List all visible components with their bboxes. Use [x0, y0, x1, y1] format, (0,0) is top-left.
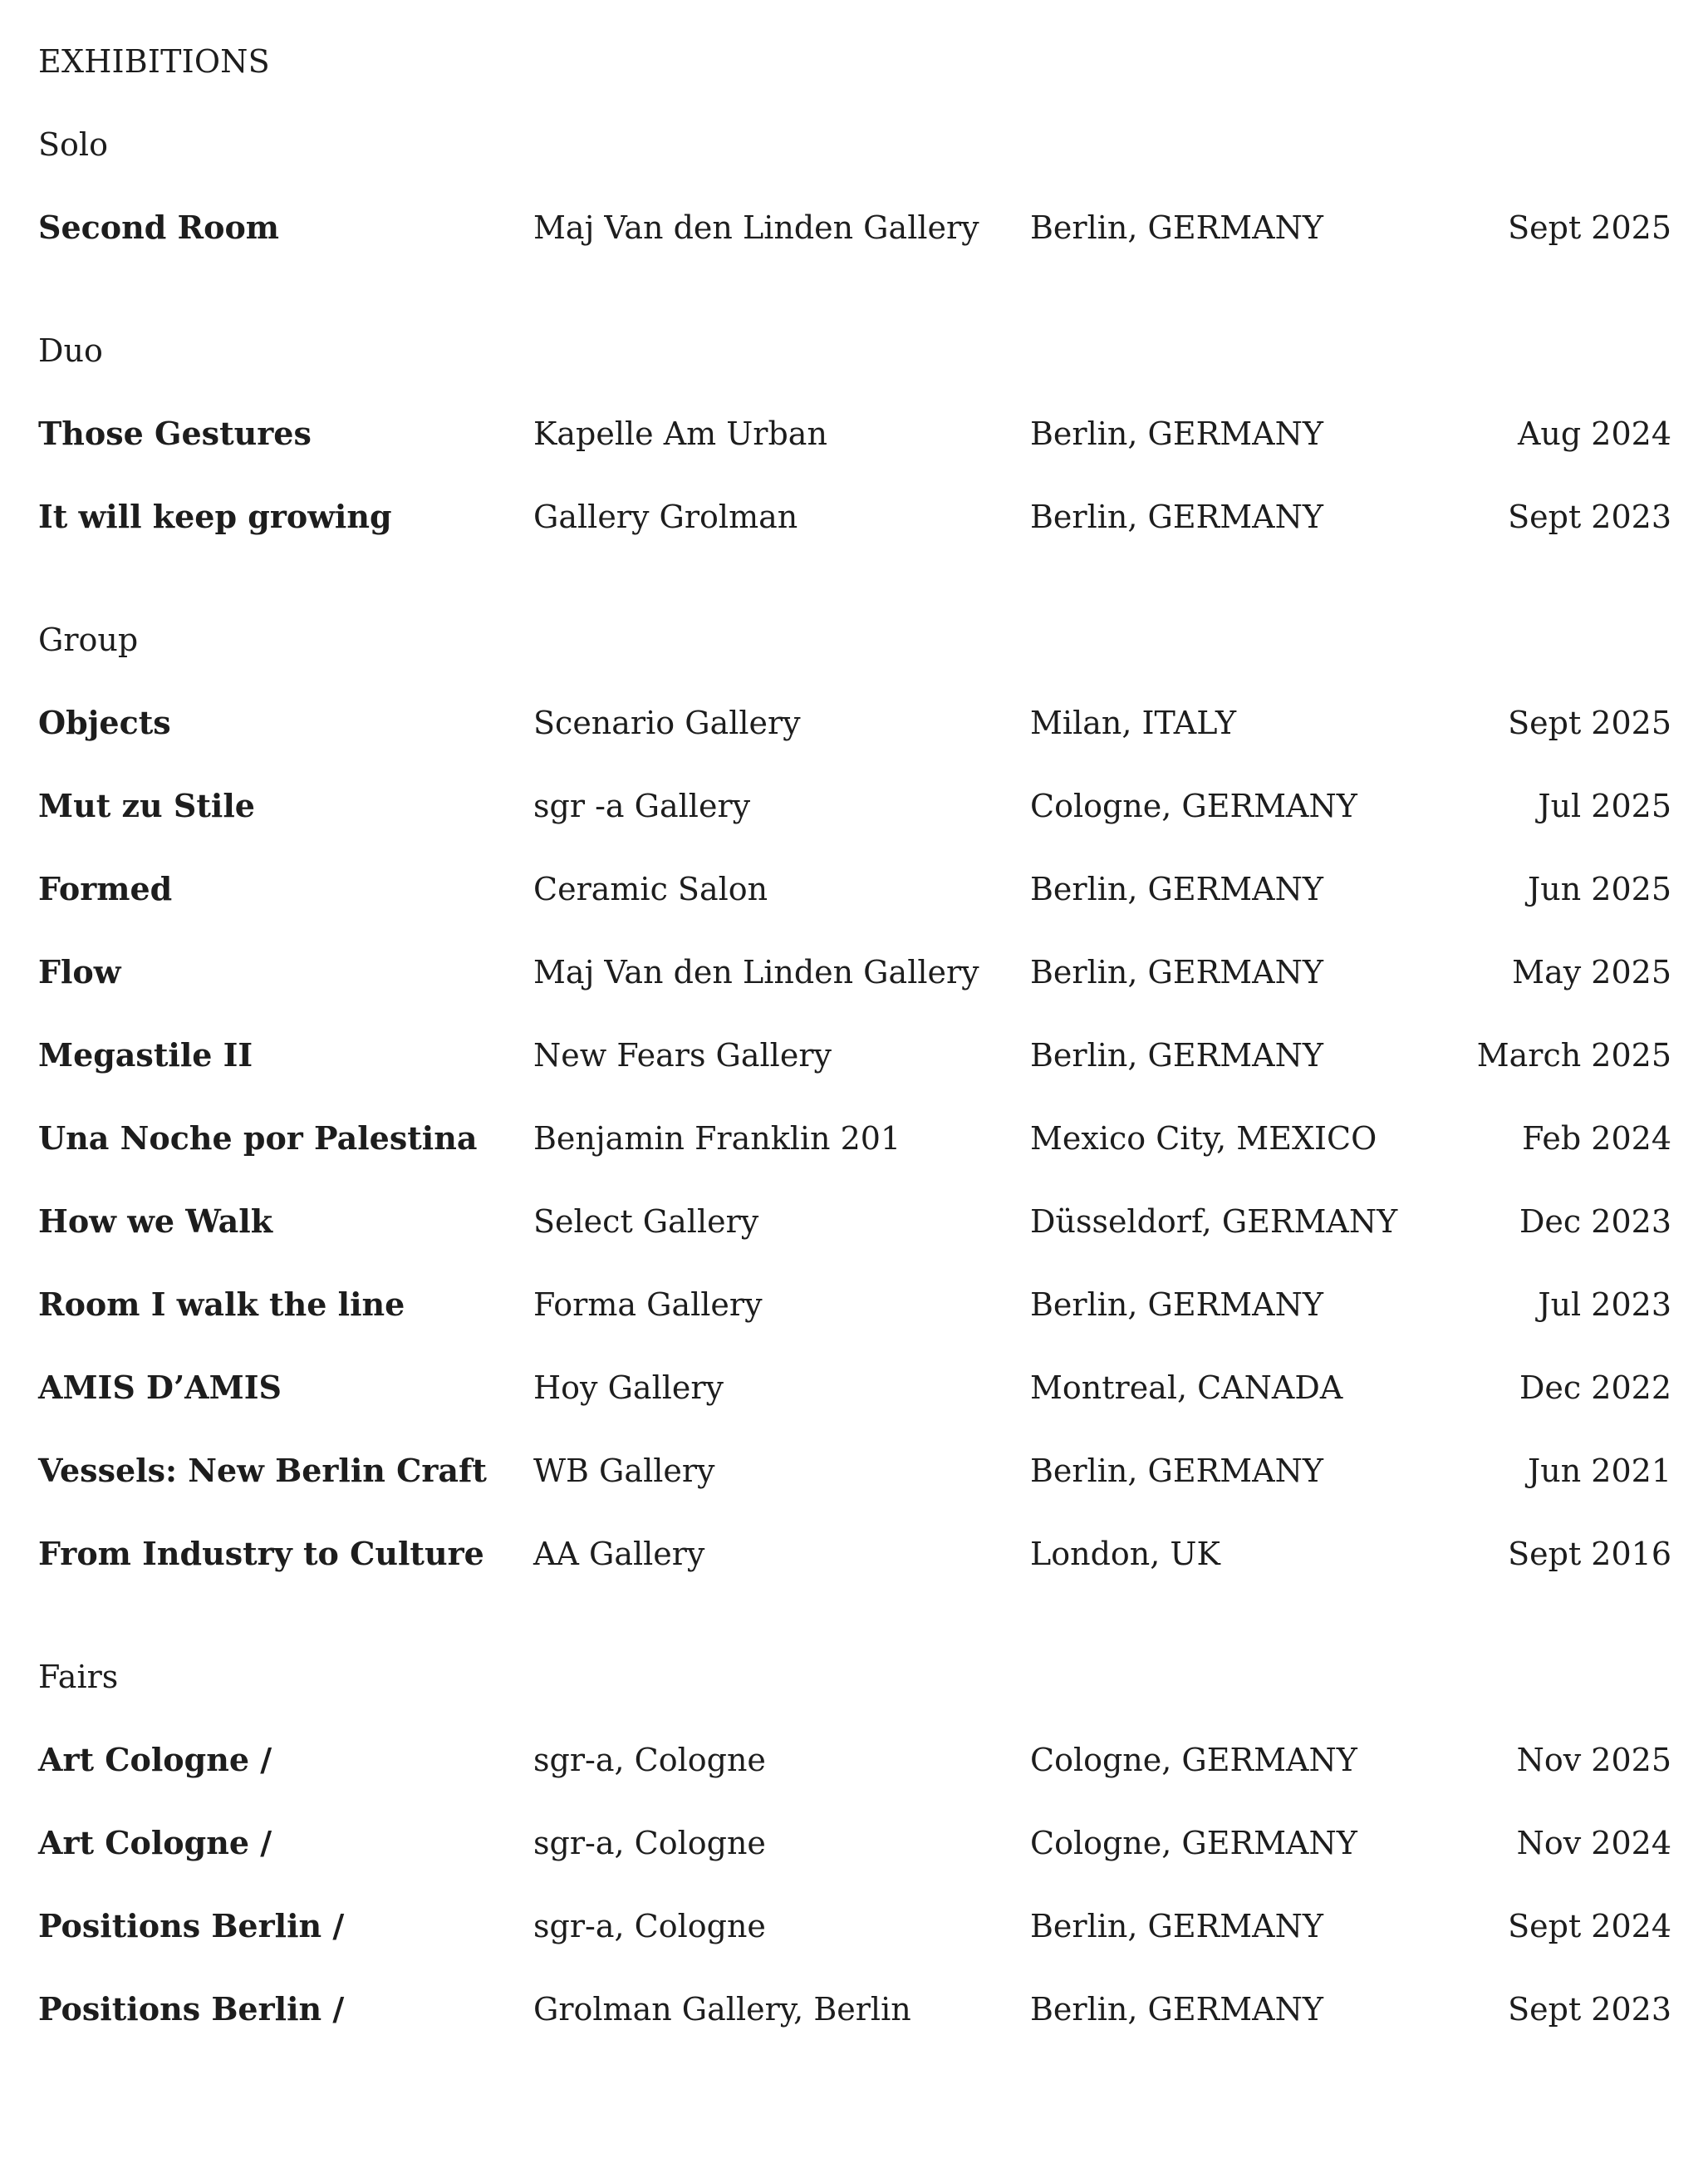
section-label: Solo: [38, 126, 108, 163]
exhibition-row: [38, 1820, 1671, 1866]
exhibition-venue: Gallery Grolman: [533, 499, 798, 535]
exhibition-venue: sgr-a, Cologne: [533, 1908, 766, 1944]
exhibition-location: Düsseldorf, GERMANY: [1030, 1203, 1398, 1240]
exhibition-venue: Hoy Gallery: [533, 1369, 724, 1406]
exhibition-row: [38, 1903, 1671, 1949]
exhibition-row: [38, 494, 1671, 540]
exhibition-title: It will keep growing: [38, 498, 392, 535]
exhibition-title: Vessels: New Berlin Craft: [38, 1452, 487, 1489]
exhibition-location: Cologne, GERMANY: [1030, 788, 1357, 824]
exhibition-row: [38, 949, 1671, 995]
section-fairs: [38, 1654, 1671, 2033]
exhibition-location: Mexico City, MEXICO: [1030, 1120, 1377, 1157]
exhibition-venue: sgr -a Gallery: [533, 788, 751, 824]
exhibition-venue: Ceramic Salon: [533, 871, 768, 907]
exhibition-location: Berlin, GERMANY: [1030, 1037, 1323, 1074]
exhibition-date: March 2025: [1476, 1037, 1671, 1074]
exhibition-location: Berlin, GERMANY: [1030, 209, 1323, 246]
exhibition-list: [38, 204, 1671, 251]
exhibition-date: Sept 2016: [1508, 1536, 1671, 1572]
exhibition-location: Berlin, GERMANY: [1030, 1453, 1323, 1489]
exhibition-row: [38, 783, 1671, 829]
exhibition-date: Sept 2025: [1508, 209, 1671, 246]
section-label: Fairs: [38, 1659, 119, 1695]
section-group: [38, 617, 1671, 1577]
exhibition-location: Cologne, GERMANY: [1030, 1825, 1357, 1861]
exhibition-date: Aug 2024: [1517, 415, 1671, 452]
exhibition-venue: AA Gallery: [533, 1536, 705, 1572]
exhibitions-page: [38, 38, 1671, 2033]
exhibition-venue: New Fears Gallery: [533, 1037, 832, 1074]
exhibition-row: [38, 1986, 1671, 2033]
exhibition-venue: sgr-a, Cologne: [533, 1742, 766, 1778]
exhibition-title: From Industry to Culture: [38, 1535, 484, 1572]
exhibition-venue: Benjamin Franklin 201: [533, 1120, 901, 1157]
exhibition-date: Nov 2024: [1516, 1825, 1671, 1861]
section-duo: [38, 327, 1671, 540]
exhibition-title: AMIS D’AMIS: [38, 1369, 282, 1406]
exhibition-venue: Select Gallery: [533, 1203, 759, 1240]
exhibition-venue: sgr-a, Cologne: [533, 1825, 766, 1861]
exhibition-title: Room I walk the line: [38, 1285, 405, 1323]
exhibition-title: How we Walk: [38, 1202, 273, 1240]
exhibition-location: Berlin, GERMANY: [1030, 1908, 1323, 1944]
exhibition-title: Positions Berlin /: [38, 1990, 345, 2028]
exhibition-sections: [38, 121, 1671, 2033]
exhibition-list: [38, 410, 1671, 540]
exhibition-title: Flow: [38, 953, 121, 991]
exhibition-list: [38, 700, 1671, 1577]
exhibition-date: Feb 2024: [1522, 1120, 1671, 1157]
exhibition-location: Berlin, GERMANY: [1030, 1991, 1323, 2028]
page-title: EXHIBITIONS: [38, 43, 270, 80]
exhibition-venue: Maj Van den Linden Gallery: [533, 209, 979, 246]
section-label: Group: [38, 622, 139, 658]
exhibition-row: [38, 204, 1671, 251]
exhibition-location: Berlin, GERMANY: [1030, 415, 1323, 452]
exhibition-title: Art Cologne /: [38, 1824, 272, 1861]
exhibition-row: [38, 866, 1671, 912]
exhibition-row: [38, 1198, 1671, 1245]
exhibition-row: [38, 1281, 1671, 1328]
exhibition-location: Berlin, GERMANY: [1030, 954, 1323, 991]
exhibition-title: Una Noche por Palestina: [38, 1119, 478, 1157]
exhibition-title: Mut zu Stile: [38, 787, 255, 824]
exhibition-row: [38, 1448, 1671, 1494]
exhibition-title: Second Room: [38, 209, 280, 246]
exhibition-row: [38, 1737, 1671, 1783]
exhibition-date: Dec 2022: [1519, 1369, 1671, 1406]
exhibition-date: Jun 2021: [1528, 1453, 1671, 1489]
section-solo: [38, 121, 1671, 251]
exhibition-row: [38, 700, 1671, 746]
exhibition-date: Jun 2025: [1528, 871, 1671, 907]
exhibition-venue: Forma Gallery: [533, 1286, 763, 1323]
exhibition-row: [38, 410, 1671, 457]
exhibition-location: Berlin, GERMANY: [1030, 871, 1323, 907]
exhibition-title: Objects: [38, 704, 171, 741]
exhibition-venue: Grolman Gallery, Berlin: [533, 1991, 911, 2028]
exhibition-row: [38, 1364, 1671, 1411]
exhibition-title: Art Cologne /: [38, 1741, 272, 1778]
exhibition-date: Sept 2025: [1508, 705, 1671, 741]
exhibition-venue: Scenario Gallery: [533, 705, 801, 741]
exhibition-location: Milan, ITALY: [1030, 705, 1237, 741]
exhibition-title: Megastile II: [38, 1036, 253, 1074]
exhibition-date: Nov 2025: [1516, 1742, 1671, 1778]
exhibition-location: Cologne, GERMANY: [1030, 1742, 1357, 1778]
exhibition-date: Jul 2025: [1538, 788, 1671, 824]
exhibition-title: Formed: [38, 870, 173, 907]
exhibition-row: [38, 1115, 1671, 1162]
exhibition-list: [38, 1737, 1671, 2033]
exhibition-venue: Kapelle Am Urban: [533, 415, 827, 452]
section-label: Duo: [38, 332, 103, 369]
exhibition-venue: Maj Van den Linden Gallery: [533, 954, 979, 991]
exhibition-date: May 2025: [1512, 954, 1671, 991]
exhibition-location: Berlin, GERMANY: [1030, 1286, 1323, 1323]
exhibition-row: [38, 1032, 1671, 1079]
exhibition-title: Positions Berlin /: [38, 1907, 345, 1944]
exhibition-venue: WB Gallery: [533, 1453, 715, 1489]
exhibition-date: Sept 2024: [1508, 1908, 1671, 1944]
exhibition-date: Dec 2023: [1519, 1203, 1671, 1240]
exhibition-title: Those Gestures: [38, 415, 312, 452]
exhibition-row: [38, 1531, 1671, 1577]
exhibition-date: Jul 2023: [1538, 1286, 1671, 1323]
exhibition-location: London, UK: [1030, 1536, 1220, 1572]
exhibition-date: Sept 2023: [1508, 499, 1671, 535]
exhibition-date: Sept 2023: [1508, 1991, 1671, 2028]
exhibition-location: Berlin, GERMANY: [1030, 499, 1323, 535]
exhibition-location: Montreal, CANADA: [1030, 1369, 1343, 1406]
